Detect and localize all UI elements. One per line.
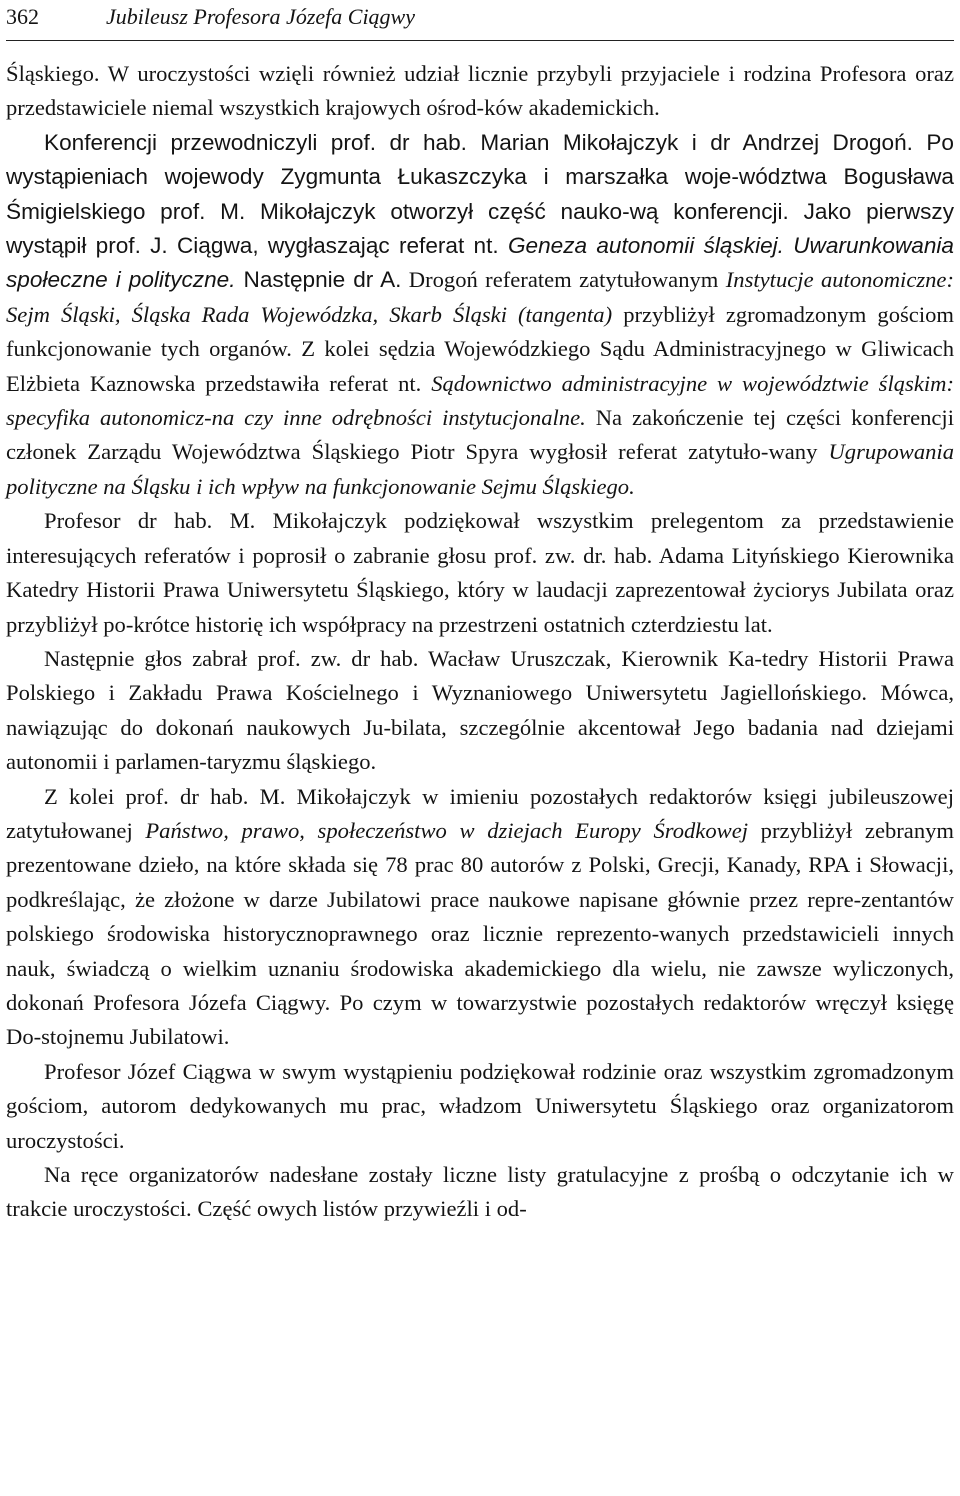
paragraph-text: Z kolei prof. dr hab. M. Mikołajczyk w imieniu pozostałych redaktorów księgi jubileuszowej zatytułowanej xyxy=(6,783,954,843)
page-number: 362 xyxy=(6,4,39,29)
lecture-title: Instytucje autonomiczne: Sejm Śląski, Śląska Rada Wojewódzka, Skarb Śląski (tangenta) xyxy=(6,267,954,327)
lecture-title: Ugrupowania polityczne na Śląsku i ich wpływ na funkcjonowanie Sejmu Śląskiego. xyxy=(6,439,954,499)
running-title: Jubileusz Profesora Józefa Ciągwy xyxy=(106,4,415,29)
document-page xyxy=(6,0,954,1227)
paragraph-text: Profesor dr hab. M. Mikołajczyk podziękował wszystkim prelegentom za przedstawienie interesujących referatów i poprosił o zabranie głosu prof. zw. dr. hab. Adama Lityńskiego Kierownika Katedry Historii Prawa Uniwersytetu Śląskiego, który w laudacji zaprezentował życiorys Jubilata oraz przybliżył po-krótce historię ich współpracy na przestrzeni ostatnich czterdziestu lat. xyxy=(6,508,954,637)
paragraph-6 xyxy=(6,1055,954,1158)
paragraph-text: Profesor Józef Ciągwa w swym wystąpieniu podziękował rodzinie oraz wszystkim zgromadzonym gościom, autorom dedykowanych mu prac, władzom Uniwersytetu Śląskiego oraz organizatorom uroczystości. xyxy=(6,1058,954,1153)
paragraph-2 xyxy=(6,126,954,504)
paragraph-4 xyxy=(6,642,954,780)
running-header xyxy=(6,0,954,41)
lecture-title: Geneza autonomii śląskiej. Uwarunkowania społeczne i polityczne. xyxy=(6,233,954,293)
paragraph-text: przybliżył zgromadzonym gościom funkcjonowanie tych organów. Z kolei sędzia Wojewódzkiego Sądu Administracyjnego w Gliwicach Elżbieta Kaznowska przedstawiła referat nt. xyxy=(6,301,954,396)
paragraph-text: Na ręce organizatorów nadesłane zostały liczne listy gratulacyjne z prośbą o odczytanie ich w trakcie uroczystości. Część owych listów przywieźli i od- xyxy=(6,1162,954,1222)
paragraph-text: przybliżył zebranym prezentowane dzieło, na które składa się 78 prac 80 autorów z Polski, Grecji, Kanady, RPA i Słowacji, podkreślając, że złożone w darze Jubilatowi prace naukowe napisane głównie przez repre-zentantów polskiego środowiska historycznoprawnego oraz licznie reprezento-wanych przedstawicieli innych nauk, świadczą o wielkim uznaniu środowiska akademickiego dla wielu, nie zawsze wyliczonych, dokonań Profesora Józefa Ciągwy. Po czym w towarzystwie pozostałych redaktorów wręczył księgę Do-stojnemu Jubilatowi. xyxy=(6,817,954,1050)
paragraph-1 xyxy=(6,57,954,126)
paragraph-7 xyxy=(6,1158,954,1227)
lecture-title: Sądownictwo administracyjne w województwie śląskim: specyfika autonomicz-na czy inne odrębności instytucjonalne. xyxy=(6,370,954,431)
body-text xyxy=(6,57,954,1227)
paragraph-text: Następnie głos zabrał prof. zw. dr hab. Wacław Uruszczak, Kierownik Ka-tedry Historii Prawa Polskiego i Zakładu Prawa Kościelnego i Wyznaniowego Uniwersytetu Jagiellońskiego. Mówca, nawiązując do dokonań naukowych Ju-bilata, szczególnie akcentował Jego badania nad dziejami autonomii i parlamen-taryzmu śląskiego. xyxy=(6,645,954,775)
paragraph-5 xyxy=(6,780,954,1055)
paragraph-text: Następnie dr A. xyxy=(235,267,402,293)
paragraph-text: Śląskiego. W uroczystości wzięli również udział licznie przybyli przyjaciele i rodzina Profesora oraz przedstawiciele niemal wszystkich krajowych ośrod-ków akademickich. xyxy=(6,61,954,121)
book-title: Państwo, prawo, społeczeństwo w dziejach Europy Środkowej xyxy=(145,817,749,843)
paragraph-3 xyxy=(6,504,954,642)
paragraph-text: Na zakończenie tej części konferencji członek Zarządu Województwa Śląskiego Piotr Spyra wygłosił referat zatytuło-wany xyxy=(6,405,954,465)
paragraph-text: Drogoń referatem zatytułowanym xyxy=(401,267,726,293)
paragraph-text: Konferencji przewodniczyli prof. dr hab. Marian Mikołajczyk i dr Andrzej Drogoń. Po wystąpieniach wojewody Zygmunta Łukaszczyka i marszałka woje-wództwa Bogusława Śmigielskiego prof. M. Mikołajczyk otworzył część nauko-wą konferencji. Jako pierwszy wystąpił prof. J. Ciągwa, wygłaszając referat nt. xyxy=(6,129,954,259)
